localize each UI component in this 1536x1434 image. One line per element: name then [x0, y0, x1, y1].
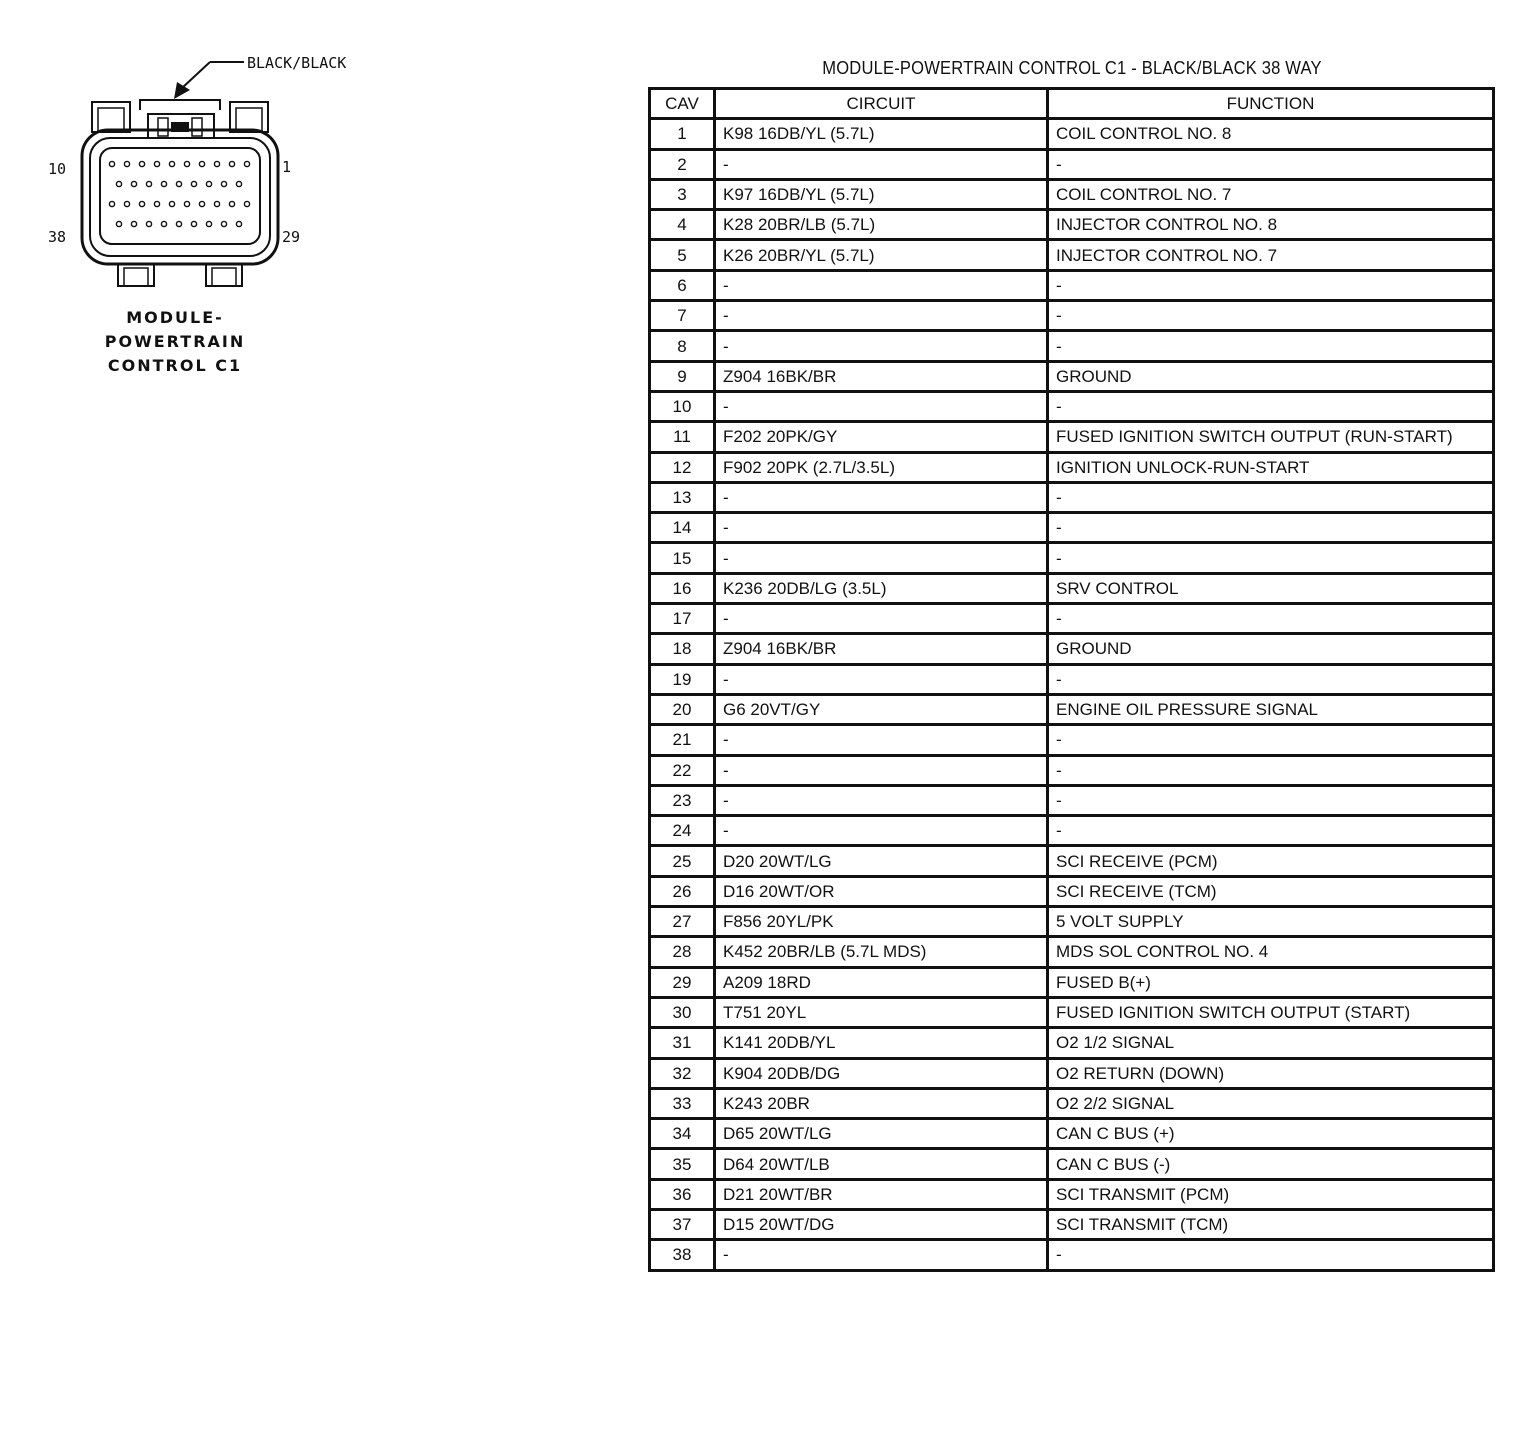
- table-row: [650, 725, 1494, 755]
- cav-cell: 29: [650, 967, 715, 997]
- cav-cell: 12: [650, 452, 715, 482]
- cav-cell: 34: [650, 1119, 715, 1149]
- circuit-cell: G6 20VT/GY: [715, 694, 1048, 724]
- table-row: [650, 270, 1494, 300]
- circuit-cell: D65 20WT/LG: [715, 1119, 1048, 1149]
- pin-cavity: [154, 161, 159, 166]
- pin-cavity: [146, 221, 151, 226]
- function-cell: -: [1048, 755, 1494, 785]
- cav-cell: 6: [650, 270, 715, 300]
- table-title: MODULE-POWERTRAIN CONTROL C1 - BLACK/BLACK 38 WAY: [822, 58, 1322, 78]
- circuit-cell: -: [715, 816, 1048, 846]
- cav-cell: 16: [650, 573, 715, 603]
- function-cell: SCI RECEIVE (PCM): [1048, 846, 1494, 876]
- cav-cell: 26: [650, 876, 715, 906]
- function-cell: COIL CONTROL NO. 8: [1048, 119, 1494, 149]
- color-callout-label: BLACK/BLACK: [247, 54, 347, 72]
- connector-name-line: CONTROL C1: [107, 356, 243, 375]
- function-cell: INJECTOR CONTROL NO. 7: [1048, 240, 1494, 270]
- function-cell: SRV CONTROL: [1048, 573, 1494, 603]
- cav-cell: 19: [650, 664, 715, 694]
- circuit-cell: Z904 16BK/BR: [715, 361, 1048, 391]
- function-cell: -: [1048, 543, 1494, 573]
- circuit-cell: K904 20DB/DG: [715, 1058, 1048, 1088]
- pin-cavity: [221, 181, 226, 186]
- table-row: [650, 179, 1494, 209]
- pin-cavity: [154, 201, 159, 206]
- table-row: [650, 361, 1494, 391]
- connector-face-diagram: [40, 50, 360, 310]
- circuit-cell: -: [715, 725, 1048, 755]
- connector-figure: [40, 50, 360, 380]
- circuit-cell: -: [715, 331, 1048, 361]
- table-row: [650, 240, 1494, 270]
- table-row: [650, 1240, 1494, 1270]
- circuit-cell: D64 20WT/LB: [715, 1149, 1048, 1179]
- cav-cell: 32: [650, 1058, 715, 1088]
- table-row: [650, 967, 1494, 997]
- table-row: [650, 1119, 1494, 1149]
- function-cell: SCI TRANSMIT (PCM): [1048, 1179, 1494, 1209]
- function-cell: -: [1048, 664, 1494, 694]
- function-cell: O2 1/2 SIGNAL: [1048, 1028, 1494, 1058]
- cav-cell: 23: [650, 785, 715, 815]
- pinout-table: [648, 87, 1495, 1272]
- circuit-cell: K236 20DB/LG (3.5L): [715, 573, 1048, 603]
- cav-cell: 18: [650, 634, 715, 664]
- table-row: [650, 422, 1494, 452]
- table-row: [650, 543, 1494, 573]
- pin-cavity: [176, 181, 181, 186]
- pin-cavity: [146, 181, 151, 186]
- circuit-cell: -: [715, 664, 1048, 694]
- pin-cavity: [199, 161, 204, 166]
- function-cell: -: [1048, 604, 1494, 634]
- function-cell: FUSED IGNITION SWITCH OUTPUT (START): [1048, 997, 1494, 1027]
- pinout-table-body: [650, 119, 1494, 1270]
- pin-cavity: [221, 221, 226, 226]
- pin-cavity: [184, 161, 189, 166]
- circuit-cell: K452 20BR/LB (5.7L MDS): [715, 937, 1048, 967]
- function-cell: 5 VOLT SUPPLY: [1048, 907, 1494, 937]
- cav-cell: 22: [650, 755, 715, 785]
- function-cell: CAN C BUS (-): [1048, 1149, 1494, 1179]
- circuit-cell: D20 20WT/LG: [715, 846, 1048, 876]
- circuit-cell: -: [715, 301, 1048, 331]
- pin-cavity: [124, 161, 129, 166]
- circuit-cell: K243 20BR: [715, 1088, 1048, 1118]
- function-cell: -: [1048, 391, 1494, 421]
- cav-cell: 38: [650, 1240, 715, 1270]
- function-cell: CAN C BUS (+): [1048, 1119, 1494, 1149]
- table-row: [650, 119, 1494, 149]
- table-row: [650, 149, 1494, 179]
- circuit-cell: A209 18RD: [715, 967, 1048, 997]
- cav-cell: 25: [650, 846, 715, 876]
- cav-cell: 3: [650, 179, 715, 209]
- function-cell: O2 RETURN (DOWN): [1048, 1058, 1494, 1088]
- header-cav: CAV: [650, 89, 715, 119]
- cav-cell: 36: [650, 1179, 715, 1209]
- function-cell: GROUND: [1048, 361, 1494, 391]
- table-row: [650, 452, 1494, 482]
- pin-cavity: [229, 201, 234, 206]
- circuit-cell: -: [715, 513, 1048, 543]
- cav-cell: 2: [650, 149, 715, 179]
- pin-cavity: [229, 161, 234, 166]
- pin-cavity: [109, 201, 114, 206]
- table-row: [650, 876, 1494, 906]
- circuit-cell: -: [715, 755, 1048, 785]
- cav-cell: 5: [650, 240, 715, 270]
- circuit-cell: K28 20BR/LB (5.7L): [715, 210, 1048, 240]
- table-row: [650, 604, 1494, 634]
- pin-cavity-grid: [109, 161, 249, 226]
- pin-cavity: [244, 201, 249, 206]
- function-cell: MDS SOL CONTROL NO. 4: [1048, 937, 1494, 967]
- pin-cavity: [199, 201, 204, 206]
- cav-cell: 9: [650, 361, 715, 391]
- function-cell: SCI RECEIVE (TCM): [1048, 876, 1494, 906]
- circuit-cell: K26 20BR/YL (5.7L): [715, 240, 1048, 270]
- function-cell: -: [1048, 482, 1494, 512]
- function-cell: -: [1048, 331, 1494, 361]
- function-cell: -: [1048, 270, 1494, 300]
- cav-cell: 28: [650, 937, 715, 967]
- cav-cell: 7: [650, 301, 715, 331]
- circuit-cell: -: [715, 391, 1048, 421]
- circuit-cell: -: [715, 482, 1048, 512]
- pin-label-10: 10: [48, 160, 67, 178]
- cav-cell: 14: [650, 513, 715, 543]
- cav-cell: 13: [650, 482, 715, 512]
- function-cell: INJECTOR CONTROL NO. 8: [1048, 210, 1494, 240]
- table-row: [650, 846, 1494, 876]
- circuit-cell: -: [715, 149, 1048, 179]
- pin-cavity: [161, 181, 166, 186]
- cav-cell: 37: [650, 1209, 715, 1239]
- pin-cavity: [206, 181, 211, 186]
- connector-name-line: MODULE-: [126, 308, 224, 327]
- function-cell: ENGINE OIL PRESSURE SIGNAL: [1048, 694, 1494, 724]
- header-function: FUNCTION: [1048, 89, 1494, 119]
- circuit-cell: K97 16DB/YL (5.7L): [715, 179, 1048, 209]
- cav-cell: 31: [650, 1028, 715, 1058]
- function-cell: SCI TRANSMIT (TCM): [1048, 1209, 1494, 1239]
- circuit-cell: D16 20WT/OR: [715, 876, 1048, 906]
- circuit-cell: -: [715, 785, 1048, 815]
- table-row: [650, 1058, 1494, 1088]
- circuit-cell: T751 20YL: [715, 997, 1048, 1027]
- circuit-cell: K98 16DB/YL (5.7L): [715, 119, 1048, 149]
- pin-label-1: 1: [282, 158, 292, 176]
- table-row: [650, 907, 1494, 937]
- pin-cavity: [124, 201, 129, 206]
- pin-cavity: [169, 201, 174, 206]
- cav-cell: 11: [650, 422, 715, 452]
- function-cell: -: [1048, 149, 1494, 179]
- circuit-cell: F902 20PK (2.7L/3.5L): [715, 452, 1048, 482]
- pin-cavity: [214, 201, 219, 206]
- table-row: [650, 1028, 1494, 1058]
- circuit-cell: D15 20WT/DG: [715, 1209, 1048, 1239]
- pin-cavity: [139, 201, 144, 206]
- cav-cell: 33: [650, 1088, 715, 1118]
- cav-cell: 15: [650, 543, 715, 573]
- cav-cell: 4: [650, 210, 715, 240]
- pin-cavity: [214, 161, 219, 166]
- table-row: [650, 513, 1494, 543]
- pin-cavity: [139, 161, 144, 166]
- cav-cell: 20: [650, 694, 715, 724]
- cav-cell: 10: [650, 391, 715, 421]
- table-row: [650, 634, 1494, 664]
- table-row: [650, 391, 1494, 421]
- pin-cavity: [131, 181, 136, 186]
- table-row: [650, 937, 1494, 967]
- pin-cavity: [176, 221, 181, 226]
- circuit-cell: K141 20DB/YL: [715, 1028, 1048, 1058]
- circuit-cell: Z904 16BK/BR: [715, 634, 1048, 664]
- header-circuit: CIRCUIT: [715, 89, 1048, 119]
- pin-cavity: [184, 201, 189, 206]
- function-cell: COIL CONTROL NO. 7: [1048, 179, 1494, 209]
- function-cell: -: [1048, 785, 1494, 815]
- pin-cavity: [191, 181, 196, 186]
- table-row: [650, 1088, 1494, 1118]
- table-row: [650, 1179, 1494, 1209]
- circuit-cell: -: [715, 543, 1048, 573]
- table-row: [650, 755, 1494, 785]
- cav-cell: 17: [650, 604, 715, 634]
- pin-cavity: [116, 221, 121, 226]
- circuit-cell: F202 20PK/GY: [715, 422, 1048, 452]
- pin-cavity: [236, 221, 241, 226]
- table-row: [650, 664, 1494, 694]
- connector-name-line: POWERTRAIN: [104, 332, 246, 351]
- pin-label-29: 29: [282, 228, 301, 246]
- pin-cavity: [116, 181, 121, 186]
- circuit-cell: F856 20YL/PK: [715, 907, 1048, 937]
- function-cell: -: [1048, 301, 1494, 331]
- table-row: [650, 816, 1494, 846]
- circuit-cell: D21 20WT/BR: [715, 1179, 1048, 1209]
- pin-cavity: [161, 221, 166, 226]
- table-header-row: [650, 89, 1494, 119]
- pin-cavity: [191, 221, 196, 226]
- table-row: [650, 301, 1494, 331]
- cav-cell: 35: [650, 1149, 715, 1179]
- function-cell: -: [1048, 513, 1494, 543]
- circuit-cell: -: [715, 1240, 1048, 1270]
- circuit-cell: -: [715, 604, 1048, 634]
- table-row: [650, 997, 1494, 1027]
- pin-cavity: [244, 161, 249, 166]
- cav-cell: 24: [650, 816, 715, 846]
- table-row: [650, 1209, 1494, 1239]
- pin-cavity: [131, 221, 136, 226]
- table-row: [650, 785, 1494, 815]
- table-row: [650, 210, 1494, 240]
- cav-cell: 1: [650, 119, 715, 149]
- function-cell: -: [1048, 1240, 1494, 1270]
- connector-name: [100, 306, 250, 378]
- function-cell: FUSED B(+): [1048, 967, 1494, 997]
- circuit-cell: -: [715, 270, 1048, 300]
- table-row: [650, 1149, 1494, 1179]
- cav-cell: 30: [650, 997, 715, 1027]
- table-row: [650, 694, 1494, 724]
- cav-cell: 27: [650, 907, 715, 937]
- pin-cavity: [206, 221, 211, 226]
- function-cell: O2 2/2 SIGNAL: [1048, 1088, 1494, 1118]
- pin-cavity: [236, 181, 241, 186]
- pin-label-38: 38: [48, 228, 67, 246]
- function-cell: -: [1048, 725, 1494, 755]
- cav-cell: 21: [650, 725, 715, 755]
- cav-cell: 8: [650, 331, 715, 361]
- function-cell: FUSED IGNITION SWITCH OUTPUT (RUN-START): [1048, 422, 1494, 452]
- table-row: [650, 331, 1494, 361]
- table-row: [650, 482, 1494, 512]
- function-cell: IGNITION UNLOCK-RUN-START: [1048, 452, 1494, 482]
- table-row: [650, 573, 1494, 603]
- pin-cavity: [169, 161, 174, 166]
- pin-cavity: [109, 161, 114, 166]
- function-cell: -: [1048, 816, 1494, 846]
- function-cell: GROUND: [1048, 634, 1494, 664]
